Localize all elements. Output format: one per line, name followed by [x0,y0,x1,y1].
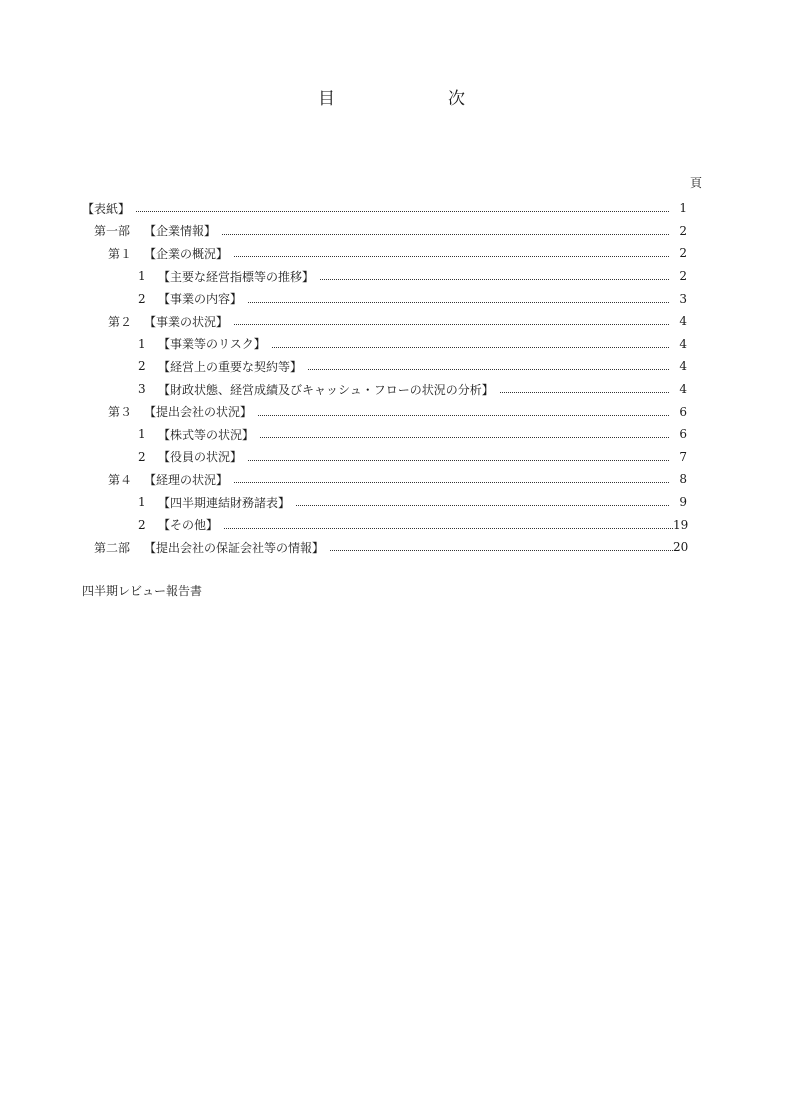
dot-leader [260,436,669,438]
toc-entry-prefix: 2 [138,517,146,532]
toc-entry-accounting-status[interactable] [82,468,687,491]
dot-leader [320,278,669,280]
toc-entry-label: 【表紙】 [82,201,131,216]
dot-leader [222,233,669,235]
toc-entry-page: 4 [679,359,687,374]
toc-entry-key-indicators[interactable] [82,265,687,288]
dot-leader [248,459,669,461]
toc-entry-label: 【提出会社の状況】 [144,405,253,420]
toc-entry-page: 4 [679,382,687,397]
toc-entry-prefix: 第３ [108,405,133,420]
toc-entry-label: 【財政状態、経営成績及びキャッシュ・フローの状況の分析】 [158,382,494,397]
toc-entry-prefix: 2 [138,449,146,464]
toc-entry-page: 1 [679,201,687,216]
toc-entry-company-overview[interactable] [82,242,687,265]
toc-entry-label: 【事業の内容】 [158,292,243,307]
toc-entry-prefix: 1 [138,427,146,442]
toc-entry-label: 【事業の状況】 [144,314,229,329]
toc-entry-label: 【主要な経営指標等の推移】 [158,269,315,284]
dot-leader [224,527,673,529]
toc-entry-stock-status[interactable] [82,423,687,446]
toc-entry-prefix: 第一部 [94,224,131,239]
toc-entry-page: 4 [679,314,687,329]
toc-entry-page: 2 [679,269,687,284]
toc-entry-page: 8 [679,472,687,487]
dot-leader [272,346,669,348]
toc-entry-prefix: 第１ [108,246,133,261]
toc-entry-prefix: 2 [138,291,146,306]
toc-entry-page: 2 [679,246,687,261]
toc-entry-label: 【企業の概況】 [144,246,229,261]
toc-entry-prefix: 1 [138,336,146,351]
dot-leader [248,301,669,303]
toc-entry-label: 【経営上の重要な契約等】 [158,359,303,374]
toc-entry-page: 19 [673,517,689,532]
toc-entry-prefix: 1 [138,269,146,284]
toc-entry-label: 【役員の状況】 [158,450,243,465]
dot-leader [296,504,669,506]
page-title [0,84,790,108]
toc-entry-label: 【事業等のリスク】 [158,337,266,352]
toc-entry-page: 6 [679,404,687,419]
toc-entry-page: 3 [679,291,687,306]
toc-entry-page: 4 [679,336,687,351]
toc-entry-business-status[interactable] [82,310,687,333]
toc-entry-officers-status[interactable] [82,446,687,469]
toc-entry-part1-company-info[interactable] [82,220,687,243]
dot-leader [500,391,669,393]
toc-entry-page: 6 [679,427,687,442]
toc-entry-financial-analysis[interactable] [82,378,687,401]
toc-entry-business-content[interactable] [82,287,687,310]
toc-entry-label: 【提出会社の保証会社等の情報】 [144,540,325,555]
toc-entry-label: 【経理の状況】 [144,472,229,487]
toc-entry-prefix: 第４ [108,472,133,487]
toc-entry-part2-guarantor-info[interactable] [82,536,687,559]
toc-entry-prefix: 第２ [108,314,133,329]
dot-leader [258,414,669,416]
toc-entry-page: 7 [679,449,687,464]
quarterly-review-report-label: 四半期レビュー報告書 [82,584,203,598]
toc-entry-prefix: 3 [138,382,146,397]
table-of-contents [82,197,687,559]
toc-entry-label: 【企業情報】 [144,224,217,239]
dot-leader [330,549,673,551]
dot-leader [234,323,669,325]
toc-entry-business-risks[interactable] [82,333,687,356]
title-char-2: 次 [448,89,465,109]
toc-entry-label: 【その他】 [158,518,219,533]
toc-entry-cover[interactable] [82,197,687,220]
toc-entry-page: 20 [673,540,689,555]
toc-entry-prefix: 2 [138,359,146,374]
dot-leader [234,481,669,483]
dot-leader [234,255,669,257]
toc-entry-label: 【株式等の状況】 [158,427,255,442]
toc-entry-prefix: 1 [138,495,146,510]
toc-entry-quarterly-financials[interactable] [82,491,687,514]
toc-entry-page: 9 [679,495,687,510]
dot-leader [308,368,669,370]
toc-entry-page: 2 [679,223,687,238]
toc-entry-label: 【四半期連結財務諸表】 [158,495,291,510]
title-char-1: 目 [318,89,335,109]
page-column-header: 頁 [690,176,703,190]
toc-entry-other[interactable] [82,513,687,536]
toc-entry-filer-status[interactable] [82,400,687,423]
dot-leader [136,210,669,212]
toc-entry-important-contracts[interactable] [82,355,687,378]
toc-entry-prefix: 第二部 [94,540,131,555]
